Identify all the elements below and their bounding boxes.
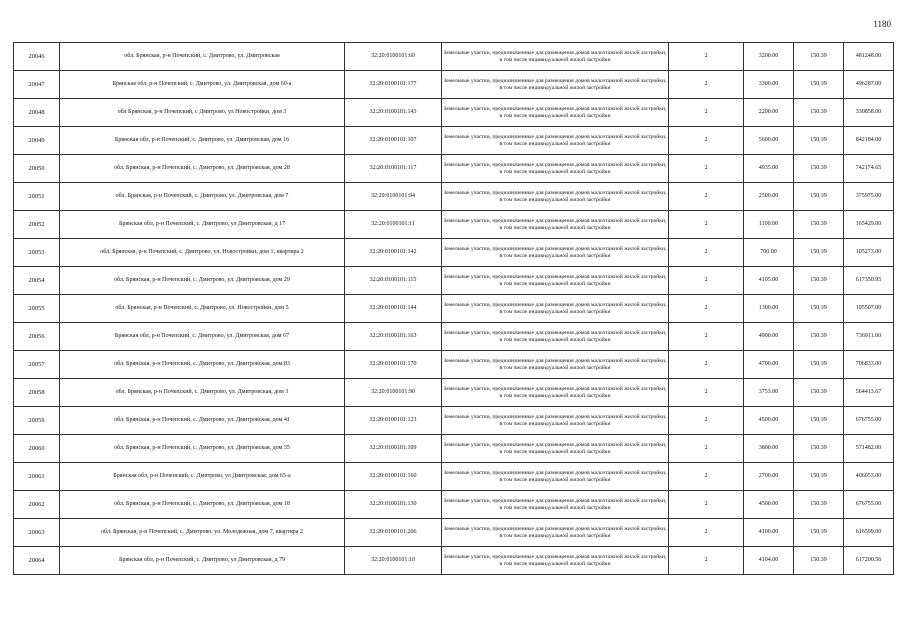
table-row (14, 71, 894, 99)
row-value: 676755.00 (844, 491, 894, 519)
row-address: обл. Брянская, р-н Почепский, с. Дмитрово, ул. Новостройки, дом 5 (60, 295, 345, 323)
row-rate: 150.39 (794, 379, 844, 407)
row-value: 736911.00 (844, 323, 894, 351)
row-group: 2 (669, 407, 744, 435)
row-land-use-description: Земельные участки, предназначенные для размещения домов малоэтажной жилой застройки, в том числе индивидуальной жилой застройки (442, 43, 669, 71)
row-address: обл. Брянская, р-н Почепский, с. Дмитрово, ул. Дмитровская, дом 18 (60, 491, 345, 519)
row-value: 617350.95 (844, 267, 894, 295)
row-id: 20058 (14, 379, 60, 407)
row-value: 617200.56 (844, 547, 894, 575)
row-value: 481248.00 (844, 43, 894, 71)
row-cadastral-number: 32:20:0100101:90 (345, 379, 442, 407)
row-value: 742174.65 (844, 155, 894, 183)
row-land-use-description: Земельные участки, предназначенные для размещения домов малоэтажной жилой застройки, в том числе индивидуальной жилой застройки (442, 407, 669, 435)
row-area: 2500.00 (744, 183, 794, 211)
row-address: обл. Брянская, р-н Почепский, с. Дмитрово, ул. Дмитровская, дом 35 (60, 435, 345, 463)
row-cadastral-number: 32:20:0100101:206 (345, 519, 442, 547)
row-area: 4104.00 (744, 547, 794, 575)
row-id: 20062 (14, 491, 60, 519)
table-row (14, 407, 894, 435)
row-address: обл. Брянская, р-н Почепский, с. Дмитрово, ул. Дмитровская, дом 7 (60, 183, 345, 211)
row-area: 4105.00 (744, 267, 794, 295)
table-row (14, 183, 894, 211)
row-group: 2 (669, 183, 744, 211)
table-row (14, 323, 894, 351)
row-value: 195507.00 (844, 295, 894, 323)
row-rate: 150.39 (794, 155, 844, 183)
row-land-use-description: Земельные участки, предназначенные для размещения домов малоэтажной жилой застройки, в том числе индивидуальной жилой застройки (442, 239, 669, 267)
row-value: 375975.00 (844, 183, 894, 211)
row-id: 20057 (14, 351, 60, 379)
row-area: 4100.00 (744, 519, 794, 547)
row-area: 2700.00 (744, 463, 794, 491)
row-group: 2 (669, 295, 744, 323)
row-address: обл. Брянская, р-н Почепский, с. Дмитрово, ул. Дмитровская, дом 83 (60, 351, 345, 379)
row-area: 3753.00 (744, 379, 794, 407)
row-land-use-description: Земельные участки, предназначенные для размещения домов малоэтажной жилой застройки, в том числе индивидуальной жилой застройки (442, 435, 669, 463)
row-cadastral-number: 32:20:0100101:10 (345, 547, 442, 575)
row-group: 2 (669, 435, 744, 463)
row-rate: 150.39 (794, 351, 844, 379)
page-number: 1180 (873, 19, 891, 29)
row-group: 2 (669, 267, 744, 295)
row-land-use-description: Земельные участки, предназначенные для размещения домов малоэтажной жилой застройки, в том числе индивидуальной жилой застройки (442, 99, 669, 127)
row-value: 330858.00 (844, 99, 894, 127)
row-id: 20051 (14, 183, 60, 211)
row-land-use-description: Земельные участки, предназначенные для размещения домов малоэтажной жилой застройки, в том числе индивидуальной жилой застройки (442, 351, 669, 379)
row-cadastral-number: 32:20:0100101:144 (345, 295, 442, 323)
table-row (14, 491, 894, 519)
row-rate: 150.39 (794, 547, 844, 575)
row-area: 4500.00 (744, 491, 794, 519)
row-value: 165429.00 (844, 211, 894, 239)
row-address: Брянская обл, р-н Почепский, с. Дмитрово, ул Дмитровская, дом 65-а (60, 463, 345, 491)
row-id: 20047 (14, 71, 60, 99)
table-row (14, 547, 894, 575)
row-address: обл. Брянская, р-н Почепский, с. Дмитрово, ул. Новостройки, дом 1, квартира 2 (60, 239, 345, 267)
row-land-use-description: Земельные участки, предназначенные для размещения домов малоэтажной жилой застройки, в том числе индивидуальной жилой застройки (442, 295, 669, 323)
row-group: 2 (669, 99, 744, 127)
row-group: 2 (669, 519, 744, 547)
row-group: 2 (669, 379, 744, 407)
row-group: 2 (669, 71, 744, 99)
row-land-use-description: Земельные участки, предназначенные для размещения домов малоэтажной жилой застройки, в том числе индивидуальной жилой застройки (442, 463, 669, 491)
row-value: 496287.00 (844, 71, 894, 99)
row-address: обл. Брянская, р-н Почепский, с. Дмитрово, ул. Молодежная, дом 7, квартира 2 (60, 519, 345, 547)
row-land-use-description: Земельные участки, предназначенные для размещения домов малоэтажной жилой застройки, в том числе индивидуальной жилой застройки (442, 211, 669, 239)
row-area: 1300.00 (744, 295, 794, 323)
row-land-use-description: Земельные участки, предназначенные для размещения домов малоэтажной жилой застройки, в том числе индивидуальной жилой застройки (442, 491, 669, 519)
row-id: 20063 (14, 519, 60, 547)
row-cadastral-number: 32:20:0100101:115 (345, 267, 442, 295)
row-land-use-description: Земельные участки, предназначенные для размещения домов малоэтажной жилой застройки, в том числе индивидуальной жилой застройки (442, 379, 669, 407)
row-value: 842184.00 (844, 127, 894, 155)
row-area: 1100.00 (744, 211, 794, 239)
row-group: 2 (669, 155, 744, 183)
table-row (14, 239, 894, 267)
table-row (14, 43, 894, 71)
row-address: обл. Брянская, р-н Почепский, с. Дмитрово, ул. Дмитровская, дом 29 (60, 267, 345, 295)
row-group: 2 (669, 127, 744, 155)
row-id: 20061 (14, 463, 60, 491)
row-group: 2 (669, 491, 744, 519)
row-rate: 150.39 (794, 43, 844, 71)
row-cadastral-number: 32:20:0100101:163 (345, 323, 442, 351)
row-group: 2 (669, 211, 744, 239)
row-area: 700.00 (744, 239, 794, 267)
row-area: 3800.00 (744, 435, 794, 463)
row-area: 5600.00 (744, 127, 794, 155)
row-cadastral-number: 32:20:0100101:130 (345, 491, 442, 519)
row-area: 4935.00 (744, 155, 794, 183)
row-cadastral-number: 32:20:0100101:170 (345, 351, 442, 379)
table-row (14, 155, 894, 183)
row-area: 4900.00 (744, 323, 794, 351)
row-address: обл. Брянская, р-н Почепский, с. Дмитрово, ул. Дмитровская, дом 28 (60, 155, 345, 183)
row-address: обл. Брянская, р-н Почепский, с. Дмитрово, ул. Дмитровская, дом 41 (60, 407, 345, 435)
row-rate: 150.39 (794, 295, 844, 323)
row-id: 20052 (14, 211, 60, 239)
row-id: 20060 (14, 435, 60, 463)
row-value: 706833.00 (844, 351, 894, 379)
row-land-use-description: Земельные участки, предназначенные для размещения домов малоэтажной жилой застройки, в том числе индивидуальной жилой застройки (442, 519, 669, 547)
row-id: 20056 (14, 323, 60, 351)
row-cadastral-number: 32:20:0100101:60 (345, 43, 442, 71)
row-address: обл. Брянская, р-н Почепский, с. Дмитрово, ул. Дмитровская (60, 43, 345, 71)
row-id: 20048 (14, 99, 60, 127)
row-value: 406053.00 (844, 463, 894, 491)
row-value: 616599.00 (844, 519, 894, 547)
row-rate: 150.39 (794, 239, 844, 267)
row-cadastral-number: 32:20:0100101:94 (345, 183, 442, 211)
row-id: 20059 (14, 407, 60, 435)
table-row (14, 211, 894, 239)
row-rate: 150.39 (794, 463, 844, 491)
row-cadastral-number: 32:20:0100101:142 (345, 239, 442, 267)
row-rate: 150.39 (794, 407, 844, 435)
table-row (14, 267, 894, 295)
table-row (14, 351, 894, 379)
row-land-use-description: Земельные участки, предназначенные для размещения домов малоэтажной жилой застройки, в том числе индивидуальной жилой застройки (442, 547, 669, 575)
row-land-use-description: Земельные участки, предназначенные для размещения домов малоэтажной жилой застройки, в том числе индивидуальной жилой застройки (442, 71, 669, 99)
row-id: 20055 (14, 295, 60, 323)
row-group: 2 (669, 547, 744, 575)
table-row (14, 127, 894, 155)
row-id: 20050 (14, 155, 60, 183)
row-group: 2 (669, 239, 744, 267)
row-address: Брянская обл, р-н Почепский, с. Дмитрово, ул Дмитровская, д 17 (60, 211, 345, 239)
row-cadastral-number: 32:20:0100101:11 (345, 211, 442, 239)
row-land-use-description: Земельные участки, предназначенные для размещения домов малоэтажной жилой застройки, в том числе индивидуальной жилой застройки (442, 127, 669, 155)
table-row (14, 463, 894, 491)
row-value: 105273.00 (844, 239, 894, 267)
row-group: 2 (669, 43, 744, 71)
row-address: обл Брянская, р-н Почепский, с Дмитрово, ул Новостройки, дом 3 (60, 99, 345, 127)
cadastral-value-table (13, 42, 894, 575)
row-rate: 150.39 (794, 323, 844, 351)
row-rate: 150.39 (794, 127, 844, 155)
row-rate: 150.39 (794, 71, 844, 99)
table-row (14, 379, 894, 407)
table-row (14, 99, 894, 127)
row-rate: 150.39 (794, 211, 844, 239)
row-cadastral-number: 32:20:0100101:107 (345, 127, 442, 155)
row-id: 20064 (14, 547, 60, 575)
row-address: Брянская обл, р-н Почепский, с. Дмитрово, ул. Дмитровская, дом 67 (60, 323, 345, 351)
row-address: Брянская обл, р-н Почепский, с. Дмитрово, ул. Дмитровская, дом 60-а (60, 71, 345, 99)
table-row (14, 435, 894, 463)
row-cadastral-number: 32:20:0100101:117 (345, 155, 442, 183)
table-body (14, 43, 894, 575)
row-rate: 150.39 (794, 491, 844, 519)
row-rate: 150.39 (794, 519, 844, 547)
row-rate: 150.39 (794, 435, 844, 463)
row-area: 4500.00 (744, 407, 794, 435)
row-id: 20049 (14, 127, 60, 155)
row-value: 564413.67 (844, 379, 894, 407)
row-cadastral-number: 32:20:0100101:109 (345, 435, 442, 463)
row-rate: 150.39 (794, 99, 844, 127)
row-value: 571482.00 (844, 435, 894, 463)
row-group: 2 (669, 351, 744, 379)
row-rate: 150.39 (794, 267, 844, 295)
row-land-use-description: Земельные участки, предназначенные для размещения домов малоэтажной жилой застройки, в том числе индивидуальной жилой застройки (442, 323, 669, 351)
row-value: 676755.00 (844, 407, 894, 435)
row-group: 2 (669, 463, 744, 491)
row-id: 20046 (14, 43, 60, 71)
row-land-use-description: Земельные участки, предназначенные для размещения домов малоэтажной жилой застройки, в том числе индивидуальной жилой застройки (442, 267, 669, 295)
row-address: Брянская обл, р-н Почепский, с. Дмитрово, ул. Дмитровская, дом 16 (60, 127, 345, 155)
row-area: 2200.00 (744, 99, 794, 127)
row-land-use-description: Земельные участки, предназначенные для размещения домов малоэтажной жилой застройки, в том числе индивидуальной жилой застройки (442, 155, 669, 183)
row-id: 20053 (14, 239, 60, 267)
row-cadastral-number: 32:20:0100101:143 (345, 99, 442, 127)
row-area: 3200.00 (744, 43, 794, 71)
row-address: Брянская обл, р-н Почепский, с. Дмитрово, ул Дмитровская, д 79 (60, 547, 345, 575)
row-group: 2 (669, 323, 744, 351)
row-rate: 150.39 (794, 183, 844, 211)
row-address: обл. Брянская, р-н Почепский, с. Дмитрово, ул. Дмитровская, дом 3 (60, 379, 345, 407)
row-area: 4700.00 (744, 351, 794, 379)
row-cadastral-number: 32:20:0100101:160 (345, 463, 442, 491)
table-row (14, 519, 894, 547)
row-id: 20054 (14, 267, 60, 295)
table-row (14, 295, 894, 323)
row-cadastral-number: 32:20:0100101:177 (345, 71, 442, 99)
row-land-use-description: Земельные участки, предназначенные для размещения домов малоэтажной жилой застройки, в том числе индивидуальной жилой застройки (442, 183, 669, 211)
row-area: 3300.00 (744, 71, 794, 99)
row-cadastral-number: 32:20:0100101:123 (345, 407, 442, 435)
